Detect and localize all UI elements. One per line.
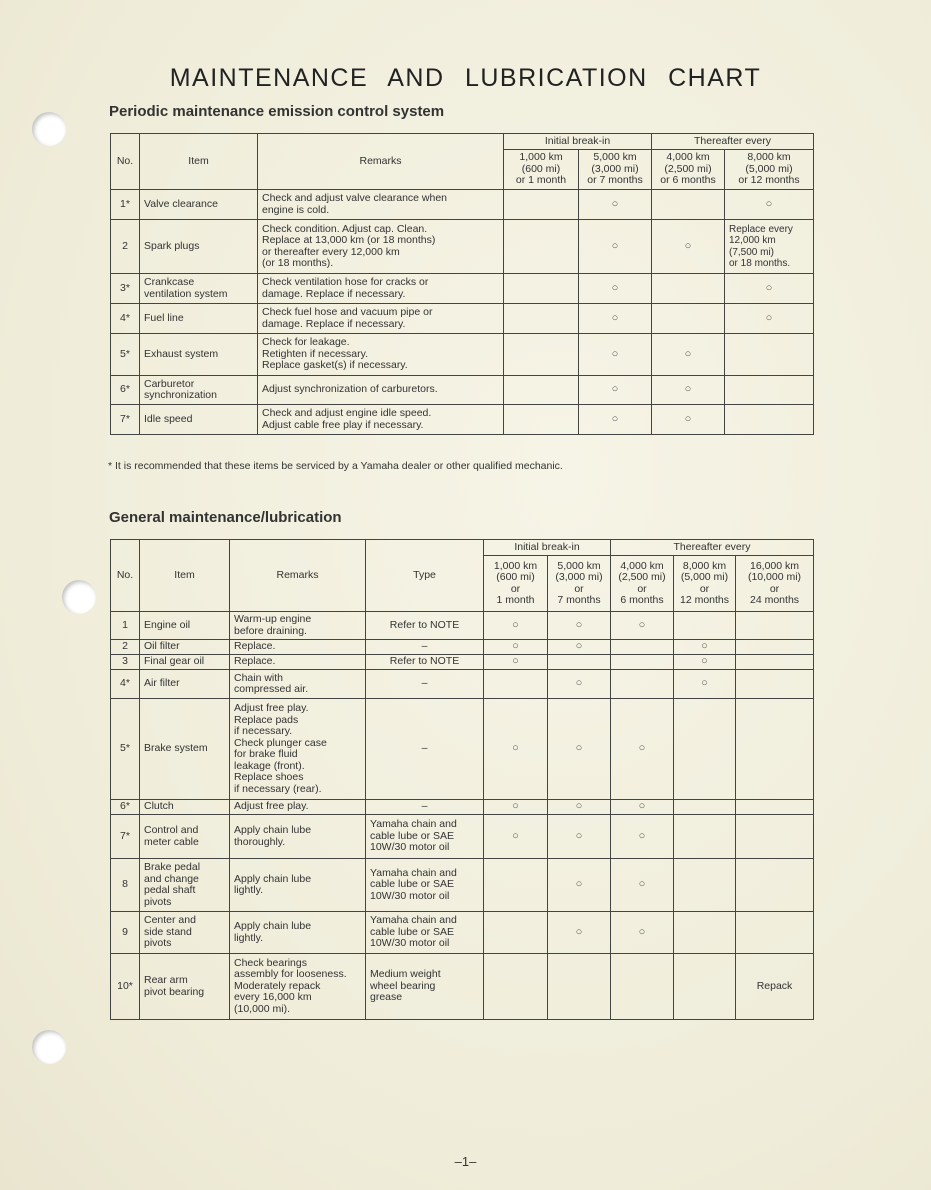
interval-mark	[504, 405, 579, 435]
row-type: Refer to NOTE	[366, 655, 484, 670]
interval-mark	[736, 859, 814, 912]
interval-mark: ○	[548, 670, 611, 699]
header-initial-break-in: Initial break-in	[484, 540, 611, 556]
row-number: 1	[111, 612, 140, 640]
row-remarks: Apply chain lube lightly.	[230, 859, 366, 912]
interval-mark: ○	[484, 815, 548, 859]
interval-note: Replace every 12,000 km (7,500 mi) or 18 months.	[725, 220, 814, 274]
interval-mark	[504, 334, 579, 376]
interval-mark	[736, 815, 814, 859]
row-number: 9	[111, 912, 140, 954]
row-type: –	[366, 800, 484, 815]
header-interval: 1,000 km (600 mi) or 1 month	[484, 556, 548, 612]
interval-mark	[736, 699, 814, 800]
interval-mark: ○	[484, 655, 548, 670]
table-row	[111, 859, 814, 912]
row-item: Clutch	[140, 800, 230, 815]
general-heading: General maintenance/lubrication	[109, 509, 342, 526]
row-item: Brake pedal and change pedal shaft pivots	[140, 859, 230, 912]
interval-mark	[504, 274, 579, 304]
row-remarks: Adjust free play.	[230, 800, 366, 815]
header-interval: 4,000 km (2,500 mi) or 6 months	[611, 556, 674, 612]
binder-hole-top	[32, 112, 66, 146]
interval-mark	[674, 912, 736, 954]
interval-mark	[725, 405, 814, 435]
periodic-maintenance-table	[110, 133, 814, 435]
interval-mark: ○	[674, 640, 736, 655]
row-item: Air filter	[140, 670, 230, 699]
header-remarks: Remarks	[230, 540, 366, 612]
row-item: Carburetor synchronization	[140, 376, 258, 405]
header-thereafter: Thereafter every	[652, 134, 814, 150]
row-item: Valve clearance	[140, 190, 258, 220]
interval-mark	[504, 376, 579, 405]
interval-mark: ○	[725, 274, 814, 304]
interval-mark: ○	[674, 655, 736, 670]
row-item: Oil filter	[140, 640, 230, 655]
table-row	[111, 699, 814, 800]
row-remarks: Check for leakage. Retighten if necessary. Replace gasket(s) if necessary.	[258, 334, 504, 376]
row-remarks: Chain with compressed air.	[230, 670, 366, 699]
interval-mark	[736, 670, 814, 699]
page-number: –1–	[454, 1154, 477, 1169]
table-row	[111, 376, 814, 405]
interval-mark	[611, 670, 674, 699]
row-remarks: Check condition. Adjust cap. Clean. Replace at 13,000 km (or 18 months) or thereafter every 12,000 km (or 18 months).	[258, 220, 504, 274]
row-remarks: Apply chain lube thoroughly.	[230, 815, 366, 859]
interval-mark: ○	[611, 859, 674, 912]
interval-mark	[674, 800, 736, 815]
interval-mark	[484, 859, 548, 912]
row-remarks: Check and adjust engine idle speed. Adjust cable free play if necessary.	[258, 405, 504, 435]
binder-hole-bottom	[32, 1030, 66, 1064]
page-title: MAINTENANCE AND LUBRICATION CHART	[169, 64, 762, 92]
periodic-heading: Periodic maintenance emission control system	[109, 103, 445, 120]
row-remarks: Replace.	[230, 640, 366, 655]
header-no: No.	[111, 540, 140, 612]
header-interval: 1,000 km (600 mi) or 1 month	[504, 150, 579, 190]
interval-mark	[548, 954, 611, 1020]
header-interval: 5,000 km (3,000 mi) or 7 months	[548, 556, 611, 612]
table-row	[111, 190, 814, 220]
interval-mark: ○	[548, 800, 611, 815]
header-remarks: Remarks	[258, 134, 504, 190]
general-maintenance-table	[110, 539, 814, 1020]
row-type: –	[366, 640, 484, 655]
table-row	[111, 220, 814, 274]
interval-mark	[484, 954, 548, 1020]
interval-mark	[736, 612, 814, 640]
interval-mark	[725, 376, 814, 405]
row-item: Rear arm pivot bearing	[140, 954, 230, 1020]
row-item: Exhaust system	[140, 334, 258, 376]
row-number: 6*	[111, 376, 140, 405]
interval-note: Repack	[736, 954, 814, 1020]
table-row	[111, 274, 814, 304]
interval-mark: ○	[579, 304, 652, 334]
row-type: Medium weight wheel bearing grease	[366, 954, 484, 1020]
interval-mark: ○	[548, 912, 611, 954]
row-remarks: Warm-up engine before draining.	[230, 612, 366, 640]
row-item: Idle speed	[140, 405, 258, 435]
row-remarks: Adjust free play. Replace pads if necessary. Check plunger case for brake fluid leakage (front). Replace shoes if necessary (rear).	[230, 699, 366, 800]
row-number: 8	[111, 859, 140, 912]
row-number: 3	[111, 655, 140, 670]
interval-mark	[736, 800, 814, 815]
header-interval: 8,000 km (5,000 mi) or 12 months	[674, 556, 736, 612]
row-remarks: Check ventilation hose for cracks or damage. Replace if necessary.	[258, 274, 504, 304]
interval-mark	[674, 859, 736, 912]
interval-mark: ○	[725, 190, 814, 220]
row-item: Spark plugs	[140, 220, 258, 274]
interval-mark: ○	[674, 670, 736, 699]
table-row	[111, 954, 814, 1020]
interval-mark	[725, 334, 814, 376]
interval-mark	[484, 912, 548, 954]
interval-mark: ○	[548, 699, 611, 800]
header-interval: 5,000 km (3,000 mi) or 7 months	[579, 150, 652, 190]
interval-mark	[611, 640, 674, 655]
header-initial-break-in: Initial break-in	[504, 134, 652, 150]
row-remarks: Check fuel hose and vacuum pipe or damage. Replace if necessary.	[258, 304, 504, 334]
row-item: Center and side stand pivots	[140, 912, 230, 954]
row-number: 5*	[111, 699, 140, 800]
interval-mark: ○	[484, 800, 548, 815]
interval-mark: ○	[548, 612, 611, 640]
interval-mark: ○	[652, 220, 725, 274]
interval-mark: ○	[579, 376, 652, 405]
interval-mark: ○	[652, 376, 725, 405]
interval-mark: ○	[652, 405, 725, 435]
row-item: Control and meter cable	[140, 815, 230, 859]
interval-mark	[652, 304, 725, 334]
header-type: Type	[366, 540, 484, 612]
footnote: * It is recommended that these items be serviced by a Yamaha dealer or other qualified mechanic.	[108, 460, 563, 472]
header-thereafter: Thereafter every	[611, 540, 814, 556]
table-row	[111, 670, 814, 699]
interval-mark	[652, 190, 725, 220]
table-row	[111, 800, 814, 815]
row-type: Yamaha chain and cable lube or SAE 10W/30 motor oil	[366, 912, 484, 954]
row-item: Engine oil	[140, 612, 230, 640]
row-number: 3*	[111, 274, 140, 304]
interval-mark: ○	[611, 612, 674, 640]
table-row	[111, 612, 814, 640]
interval-mark	[674, 815, 736, 859]
row-item: Brake system	[140, 699, 230, 800]
binder-hole-middle	[62, 580, 96, 614]
header-no: No.	[111, 134, 140, 190]
row-remarks: Check bearings assembly for looseness. Moderately repack every 16,000 km (10,000 mi).	[230, 954, 366, 1020]
interval-mark	[674, 954, 736, 1020]
table-row	[111, 912, 814, 954]
interval-mark	[611, 655, 674, 670]
row-number: 5*	[111, 334, 140, 376]
row-type: Refer to NOTE	[366, 612, 484, 640]
interval-mark: ○	[484, 699, 548, 800]
interval-mark	[674, 612, 736, 640]
row-type: Yamaha chain and cable lube or SAE 10W/30 motor oil	[366, 859, 484, 912]
interval-mark	[484, 670, 548, 699]
table-row	[111, 334, 814, 376]
row-number: 4*	[111, 670, 140, 699]
interval-mark: ○	[611, 912, 674, 954]
table-row	[111, 655, 814, 670]
row-type: –	[366, 670, 484, 699]
interval-mark	[736, 655, 814, 670]
row-number: 7*	[111, 815, 140, 859]
table-row	[111, 405, 814, 435]
interval-mark: ○	[611, 800, 674, 815]
row-remarks: Replace.	[230, 655, 366, 670]
row-number: 1*	[111, 190, 140, 220]
interval-mark: ○	[611, 815, 674, 859]
interval-mark: ○	[484, 640, 548, 655]
header-interval: 16,000 km (10,000 mi) or 24 months	[736, 556, 814, 612]
interval-mark	[674, 699, 736, 800]
interval-mark: ○	[548, 859, 611, 912]
interval-mark: ○	[611, 699, 674, 800]
interval-mark: ○	[579, 274, 652, 304]
interval-mark	[652, 274, 725, 304]
interval-mark: ○	[652, 334, 725, 376]
row-remarks: Apply chain lube lightly.	[230, 912, 366, 954]
row-number: 6*	[111, 800, 140, 815]
interval-mark: ○	[484, 612, 548, 640]
header-item: Item	[140, 134, 258, 190]
row-remarks: Check and adjust valve clearance when engine is cold.	[258, 190, 504, 220]
header-interval: 8,000 km (5,000 mi) or 12 months	[725, 150, 814, 190]
interval-mark: ○	[579, 334, 652, 376]
interval-mark: ○	[579, 405, 652, 435]
header-item: Item	[140, 540, 230, 612]
row-number: 10*	[111, 954, 140, 1020]
row-number: 4*	[111, 304, 140, 334]
row-item: Final gear oil	[140, 655, 230, 670]
row-number: 7*	[111, 405, 140, 435]
interval-mark: ○	[548, 815, 611, 859]
interval-mark	[736, 912, 814, 954]
interval-mark: ○	[579, 220, 652, 274]
interval-mark: ○	[579, 190, 652, 220]
interval-mark	[504, 220, 579, 274]
interval-mark	[736, 640, 814, 655]
interval-mark	[548, 655, 611, 670]
row-type: Yamaha chain and cable lube or SAE 10W/30 motor oil	[366, 815, 484, 859]
table-row	[111, 304, 814, 334]
interval-mark	[504, 190, 579, 220]
interval-mark: ○	[725, 304, 814, 334]
row-item: Fuel line	[140, 304, 258, 334]
header-interval: 4,000 km (2,500 mi) or 6 months	[652, 150, 725, 190]
row-number: 2	[111, 640, 140, 655]
interval-mark	[504, 304, 579, 334]
row-type: –	[366, 699, 484, 800]
row-item: Crankcase ventilation system	[140, 274, 258, 304]
row-remarks: Adjust synchronization of carburetors.	[258, 376, 504, 405]
row-number: 2	[111, 220, 140, 274]
table-row	[111, 815, 814, 859]
table-row	[111, 640, 814, 655]
interval-mark	[611, 954, 674, 1020]
interval-mark: ○	[548, 640, 611, 655]
